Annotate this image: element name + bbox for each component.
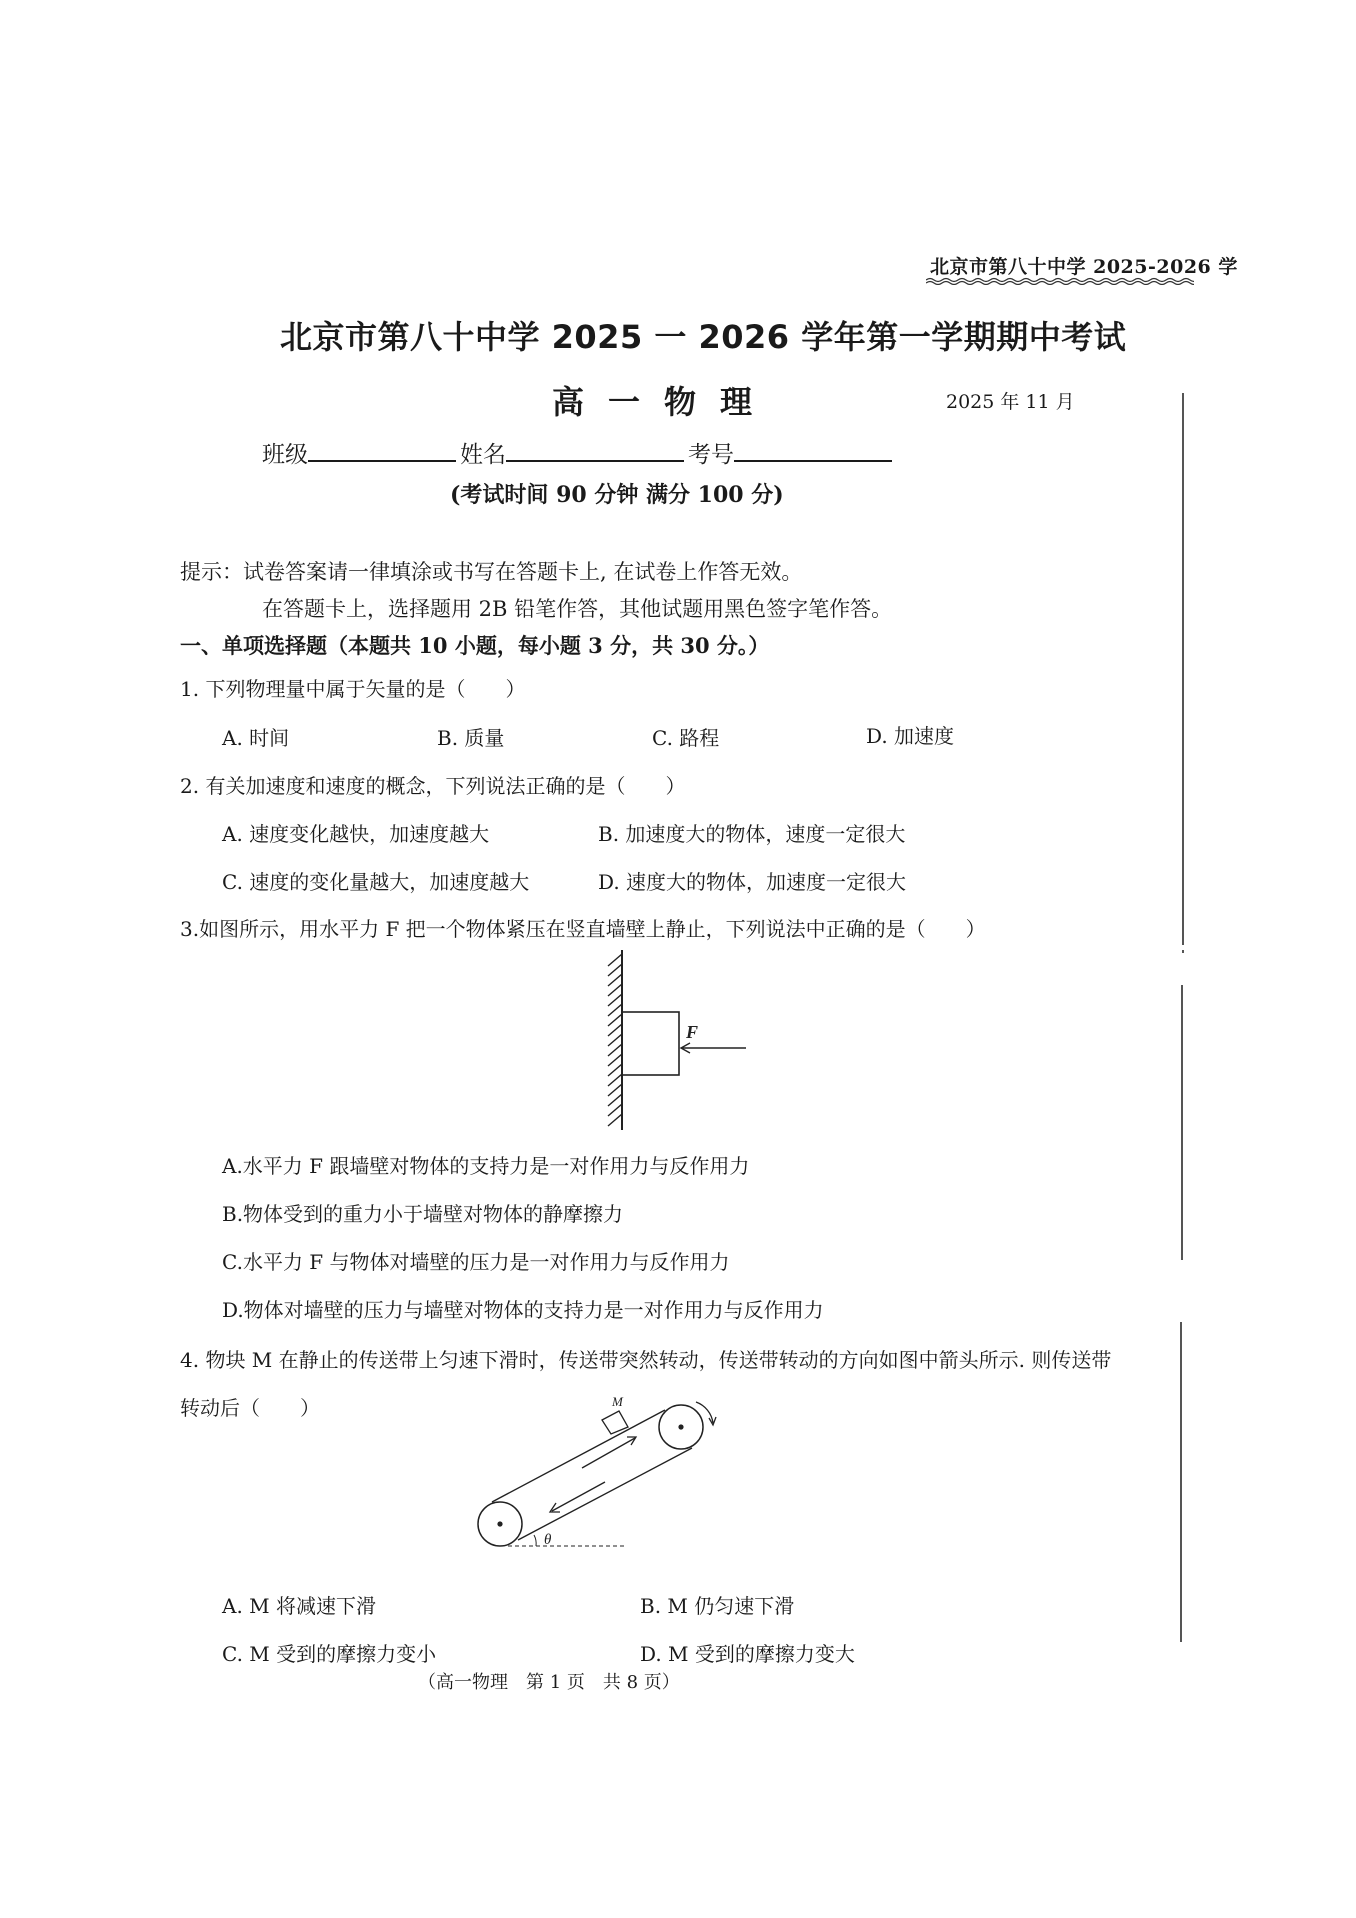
running-header: 北京市第八十中学 2025-2026 学 bbox=[930, 256, 1238, 278]
q4-option-c: C. M 受到的摩擦力变小 bbox=[222, 1642, 437, 1666]
id-label: 考号 bbox=[688, 442, 734, 468]
question-1-stem: 1. 下列物理量中属于矢量的是（ ） bbox=[180, 677, 526, 701]
question-3-stem: 3.如图所示，用水平力 F 把一个物体紧压在竖直墙壁上静止，下列说法中正确的是（ ） bbox=[180, 917, 986, 941]
q4-option-b: B. M 仍匀速下滑 bbox=[640, 1594, 795, 1618]
q3-option-d: D.物体对墙壁的压力与墙壁对物体的支持力是一对作用力与反作用力 bbox=[222, 1298, 824, 1322]
exam-title: 北京市第八十中学 2025 一 2026 学年第一学期期中考试 bbox=[280, 318, 1127, 356]
exam-duration-score: (考试时间 90 分钟 满分 100 分) bbox=[450, 482, 784, 508]
tip-line-2: 在答题卡上，选择题用 2B 铅笔作答，其他试题用黑色签字笔作答。 bbox=[262, 597, 893, 621]
subject-title: 高一物理 bbox=[552, 383, 777, 421]
section-heading: 一、单项选择题（本题共 10 小题，每小题 3 分，共 30 分。） bbox=[180, 633, 770, 658]
q1-option-d: D. 加速度 bbox=[866, 724, 955, 748]
name-label: 姓名 bbox=[460, 442, 506, 468]
margin-line-segment bbox=[1180, 1322, 1182, 1642]
q3-option-b: B.物体受到的重力小于墙壁对物体的静摩擦力 bbox=[222, 1202, 624, 1226]
name-blank[interactable] bbox=[506, 438, 684, 462]
force-label: F bbox=[686, 1022, 699, 1042]
page-footer: （高一物理 第 1 页 共 8 页） bbox=[418, 1672, 680, 1693]
conveyor-belt-diagram bbox=[470, 1390, 750, 1570]
wall-block-force-diagram bbox=[580, 950, 760, 1140]
q4-option-d: D. M 受到的摩擦力变大 bbox=[640, 1642, 855, 1666]
q2-option-a: A. 速度变化越快，加速度越大 bbox=[222, 822, 490, 846]
wavy-underline bbox=[926, 277, 1194, 285]
exam-date: 2025 年 11 月 bbox=[946, 391, 1075, 413]
q1-option-b: B. 质量 bbox=[437, 726, 505, 750]
question-4-stem-line-1: 4. 物块 M 在静止的传送带上匀速下滑时，传送带突然转动，传送带转动的方向如图中箭头所示. 则传送带 bbox=[180, 1348, 1112, 1372]
student-info-row bbox=[262, 436, 896, 469]
margin-line-segment bbox=[1181, 985, 1183, 1260]
margin-line-segment bbox=[1182, 393, 1184, 945]
q2-option-b: B. 加速度大的物体，速度一定很大 bbox=[598, 822, 906, 846]
q3-option-a: A.水平力 F 跟墙壁对物体的支持力是一对作用力与反作用力 bbox=[222, 1154, 750, 1178]
id-blank[interactable] bbox=[734, 438, 892, 462]
class-label: 班级 bbox=[262, 442, 308, 468]
block-label: M bbox=[612, 1394, 623, 1409]
q1-option-a: A. 时间 bbox=[222, 726, 290, 750]
class-blank[interactable] bbox=[308, 438, 456, 462]
tip-line-1: 提示：试卷答案请一律填涂或书写在答题卡上, 在试卷上作答无效。 bbox=[180, 560, 803, 584]
question-4-stem-line-2: 转动后（ ） bbox=[180, 1396, 320, 1420]
q4-option-a: A. M 将减速下滑 bbox=[222, 1594, 376, 1618]
angle-label: θ bbox=[544, 1532, 552, 1548]
q1-option-c: C. 路程 bbox=[652, 726, 720, 750]
question-2-stem: 2. 有关加速度和速度的概念，下列说法正确的是（ ） bbox=[180, 774, 686, 798]
q2-option-d: D. 速度大的物体，加速度一定很大 bbox=[598, 870, 907, 894]
q3-option-c: C.水平力 F 与物体对墙壁的压力是一对作用力与反作用力 bbox=[222, 1250, 730, 1274]
q2-option-c: C. 速度的变化量越大，加速度越大 bbox=[222, 870, 530, 894]
margin-line-dot bbox=[1182, 950, 1184, 953]
